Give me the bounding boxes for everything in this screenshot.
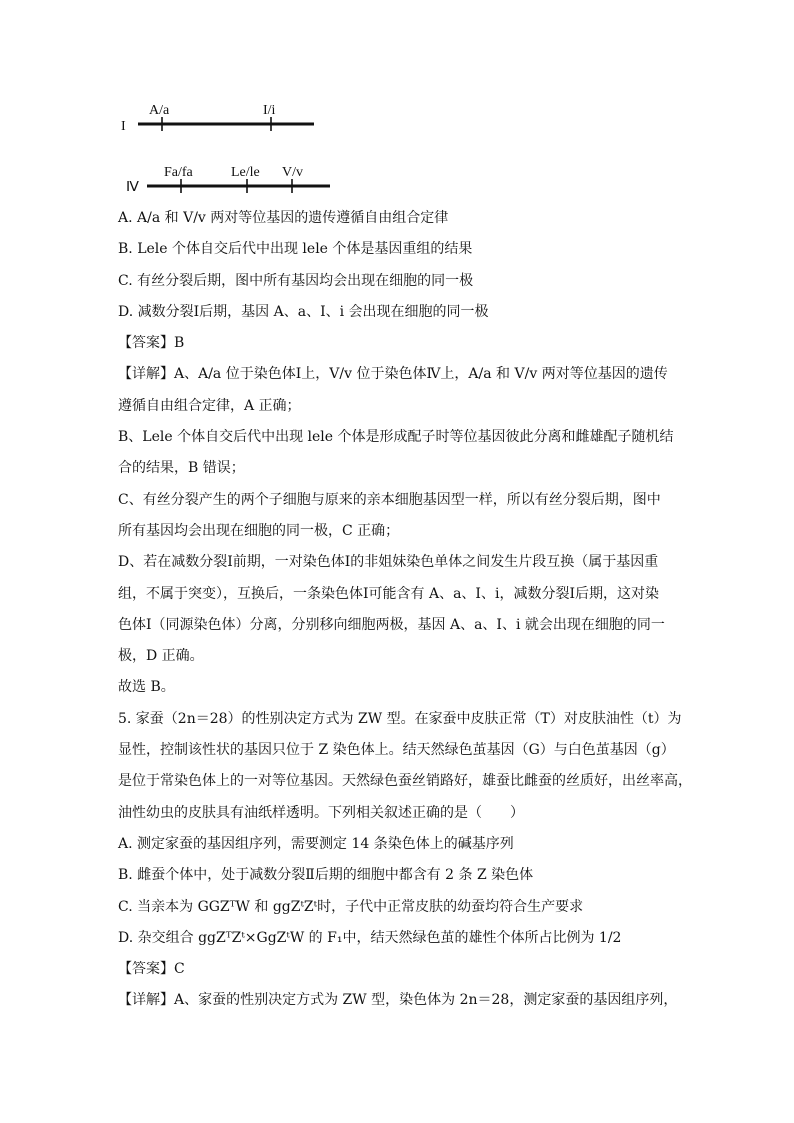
q5-option-b: B. 雌蚕个体中，处于减数分裂Ⅱ后期的细胞中都含有 2 条 Z 染色体 [118,867,534,884]
q4-detail-p2-l1: B、Lele 个体自交后代中出现 lele 个体是形成配子时等位基因彼此分离和雌雄配子随机结 [118,429,674,446]
q5-answer: 【答案】C [118,961,185,978]
q4-detail-p4-l2: 组，不属于突变），互换后，一条染色体Ⅰ可能含有 A、a、I、i，减数分裂Ⅰ后期，这对染 [118,585,659,602]
q5-stem-l4: 油性幼虫的皮肤具有油纸样透明。下列相关叙述正确的是（ ） [118,804,524,821]
q5-stem-l2: 显性，控制该性状的基因只位于 Z 染色体上。结天然绿色茧基因（G）与白色茧基因（g） [118,742,675,759]
q5-option-d: D. 杂交组合 ggZᵀZᵗ×GgZᵗW 的 F₁中，结天然绿色茧的雄性个体所占比例为 1/2 [118,929,622,946]
q4-detail-p4-l4: 极，D 正确。 [118,648,204,665]
q4-detail-p3-l2: 所有基因均会出现在细胞的同一极，C 正确； [118,522,400,539]
q4-detail-p1-l1: 【详解】A、A/a 位于染色体Ⅰ上，V/v 位于染色体Ⅳ上，A/a 和 V/v 两对等位基因的遗传 [118,366,668,383]
chromosome-svg [0,0,794,200]
document-body [118,203,692,1017]
q5-option-a: A. 测定家蚕的基因组序列，需要测定 14 条染色体上的碱基序列 [118,835,514,852]
chrom4-locus-vv: V/v [282,165,303,180]
chrom1-label: I [121,119,126,134]
q4-option-b: B. Lele 个体自交后代中出现 lele 个体是基因重组的结果 [118,241,473,258]
chrom1-locus-ii: I/i [263,103,276,118]
chrom4-locus-fafa: Fa/fa [164,165,193,180]
q4-detail-p2-l2: 合的结果，B 错误； [118,460,245,477]
q5-stem-l3: 是位于常染色体上的一对等位基因。天然绿色蚕丝销路好，雄蚕比雌蚕的丝质好，出丝率高， [118,773,692,790]
chrom1-locus-aa: A/a [149,103,170,118]
chrom4-locus-lele: Le/le [231,165,260,180]
q4-detail-p4-l3: 色体Ⅰ（同源染色体）分离，分别移向细胞两极，基因 A、a、I、i 就会出现在细胞的同一 [118,616,665,633]
q4-option-a: A. A/a 和 V/v 两对等位基因的遗传遵循自由组合定律 [118,210,449,226]
q4-answer: 【答案】B [118,335,185,352]
q4-detail-p4-l1: D、若在减数分裂Ⅰ前期，一对染色体Ⅰ的非姐妹染色单体之间发生片段互换（属于基因重 [118,554,659,571]
q4-detail-p1-l2: 遵循自由组合定律，A 正确； [118,397,301,414]
q4-option-d: D. 减数分裂Ⅰ后期，基因 A、a、I、i 会出现在细胞的同一极 [118,303,489,320]
q5-stem-l1: 5. 家蚕（2n＝28）的性别决定方式为 ZW 型。在家蚕中皮肤正常（T）对皮肤油性（t）为 [118,710,682,727]
chrom4-label: Ⅳ [126,180,139,195]
q4-conclusion: 故选 B。 [118,679,175,696]
q5-option-c: C. 当亲本为 GGZᵀW 和 ggZᵗZᵗ时，子代中正常皮肤的幼蚕均符合生产要求 [118,898,584,915]
q5-detail-l1: 【详解】A、家蚕的性别决定方式为 ZW 型，染色体为 2n＝28，测定家蚕的基因组序列， [118,992,678,1009]
q4-option-c: C. 有丝分裂后期，图中所有基因均会出现在细胞的同一极 [118,272,474,289]
chromosome-diagram [0,0,794,200]
q4-detail-p3-l1: C、有丝分裂产生的两个子细胞与原来的亲本细胞基因型一样，所以有丝分裂后期，图中 [118,491,661,508]
